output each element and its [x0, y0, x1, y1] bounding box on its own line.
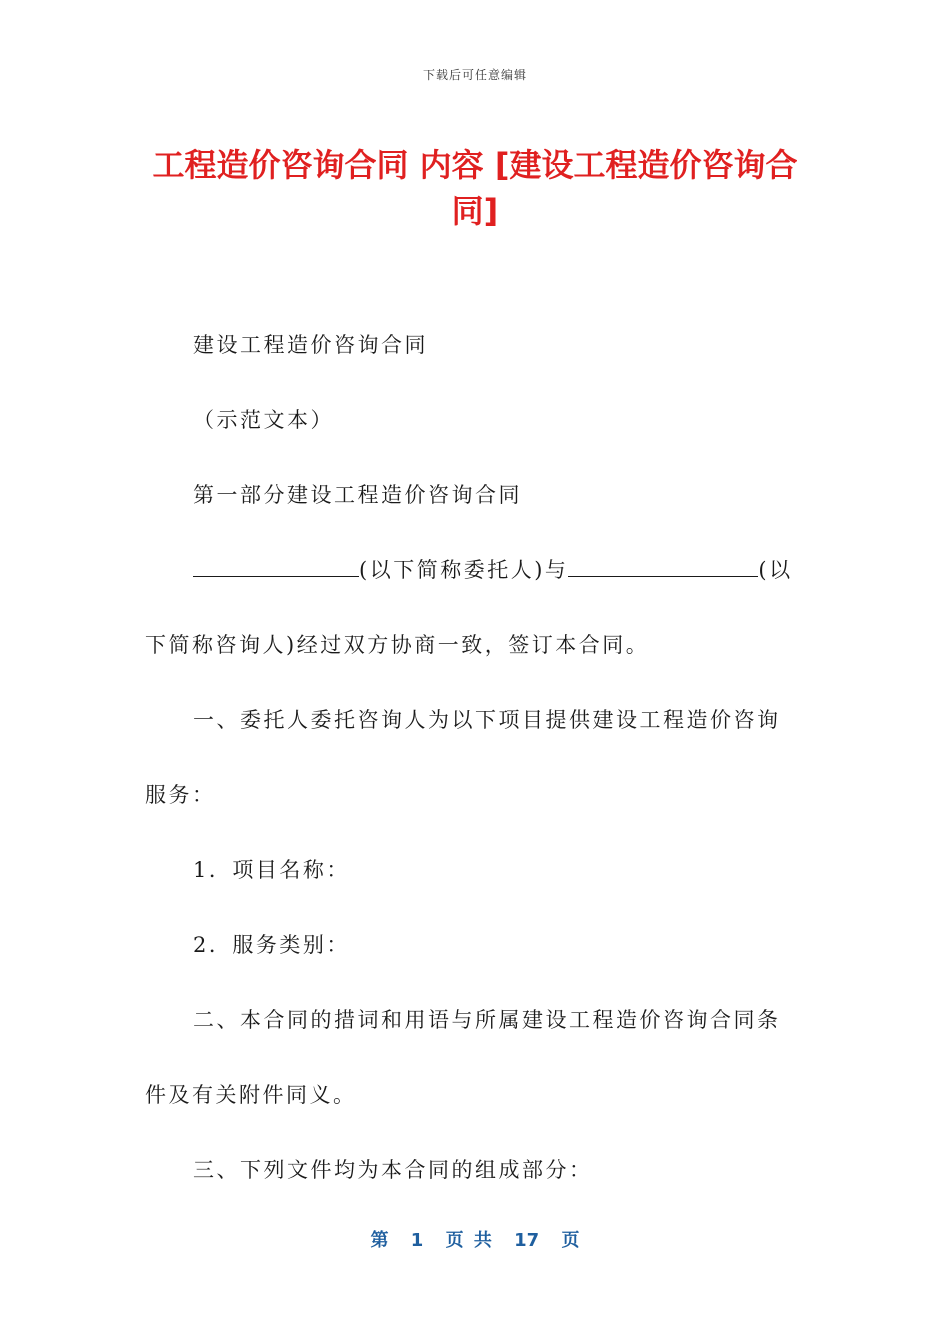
- footer-label-end: 页: [561, 1230, 580, 1251]
- paragraph-part-one: 第一部分建设工程造价咨询合同: [193, 483, 522, 507]
- header-note: 下载后可任意编辑: [422, 68, 527, 82]
- client-blank-line: [193, 556, 359, 577]
- footer-current-page: 1: [410, 1230, 424, 1251]
- paragraph-clause-two-cont: 件及有关附件同义。: [145, 1083, 357, 1107]
- paragraph-clause-one-cont: 服务：: [145, 783, 216, 807]
- parties-text-a: (以下简称委托人)与: [359, 558, 569, 582]
- paragraph-clause-one: 一、委托人委托咨询人为以下项目提供建设工程造价咨询: [193, 708, 781, 732]
- page-footer: [0, 1226, 950, 1252]
- paragraph-project-name: 1．项目名称：: [193, 858, 350, 882]
- consultant-blank-line: [568, 556, 758, 577]
- paragraph-parties: [193, 555, 853, 585]
- parties-text-b: (以: [758, 558, 793, 582]
- paragraph-service-type: 2．服务类别：: [193, 933, 350, 957]
- footer-total-pages: 17: [514, 1230, 540, 1251]
- paragraph-sample-text: （示范文本）: [193, 408, 334, 432]
- paragraph-clause-two: 二、本合同的措词和用语与所属建设工程造价咨询合同条: [193, 1008, 781, 1032]
- paragraph-clause-three: 三、下列文件均为本合同的组成部分：: [193, 1158, 593, 1182]
- document-title: 工程造价咨询合同 内容 [建设工程造价咨询合同]: [152, 146, 798, 230]
- paragraph-agreement: 下简称咨询人)经过双方协商一致，签订本合同。: [145, 633, 650, 657]
- footer-label-total: 页 共: [445, 1230, 492, 1251]
- footer-label-page: 第: [370, 1230, 389, 1251]
- paragraph-contract-name: 建设工程造价咨询合同: [193, 333, 428, 357]
